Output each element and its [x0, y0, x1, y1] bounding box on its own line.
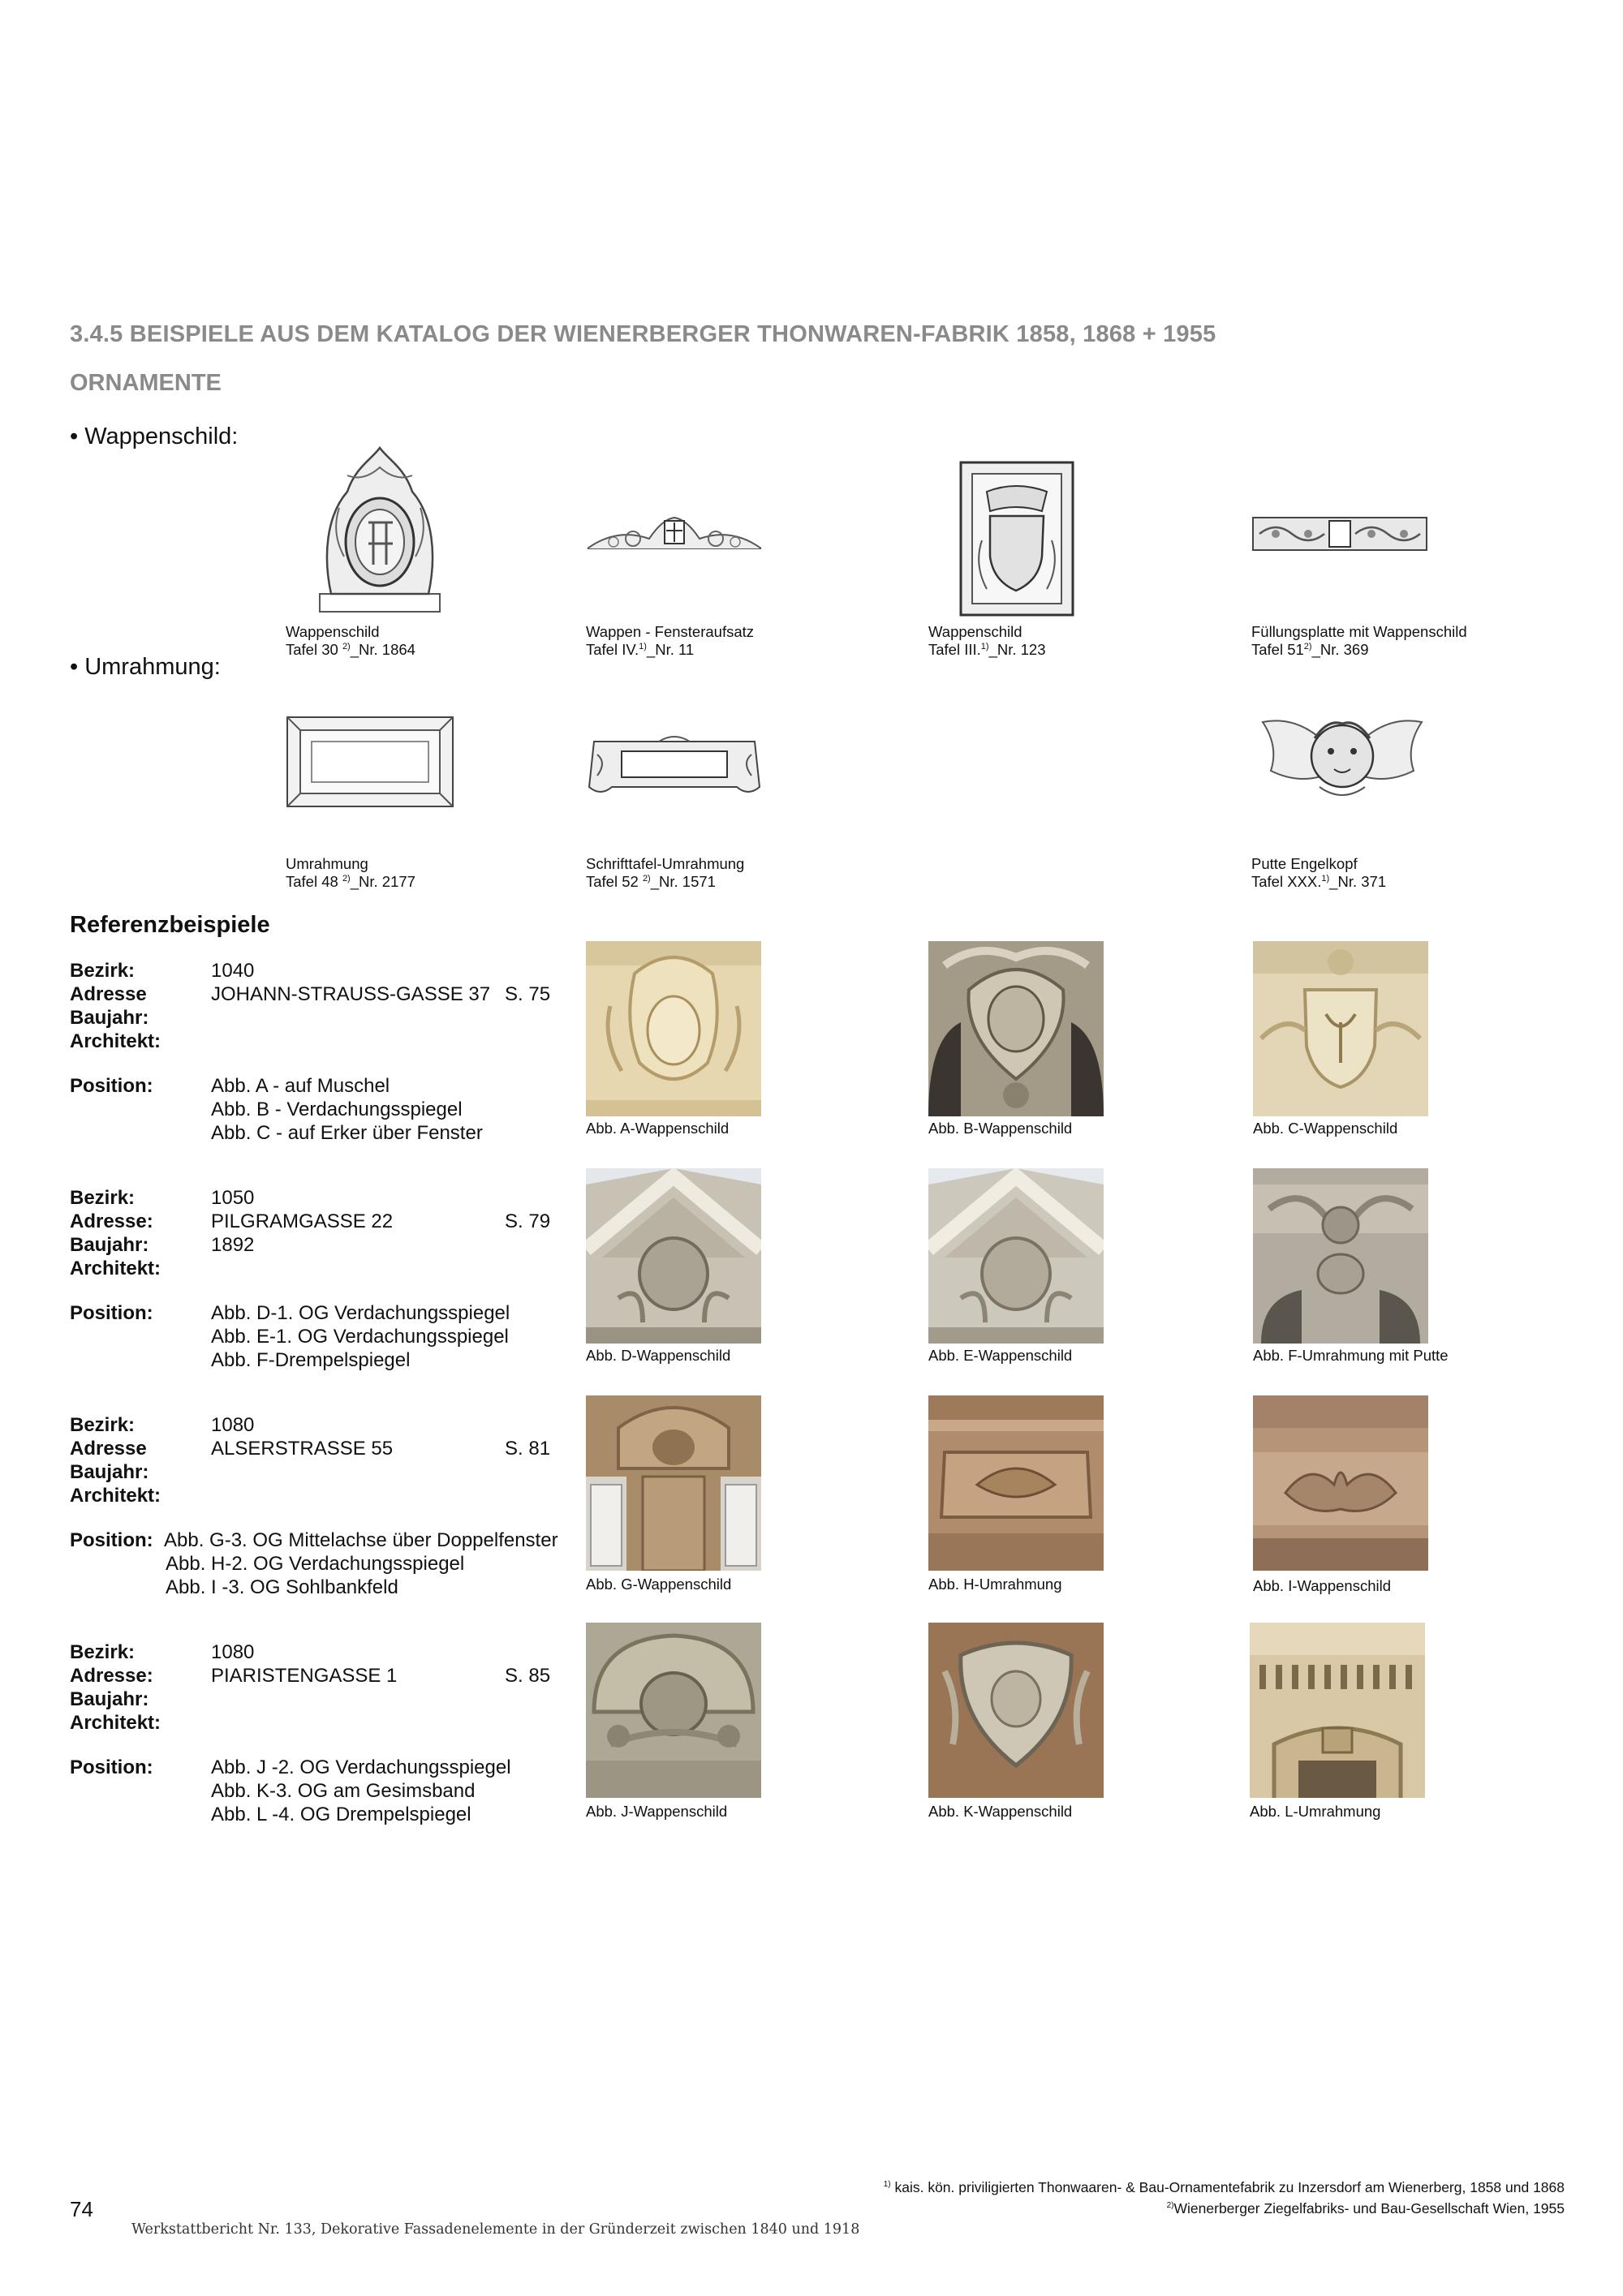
- bullet-wappenschild: • Wappenschild:: [70, 424, 239, 449]
- photo-caption-c: Abb. C-Wappenschild: [1253, 1120, 1398, 1137]
- reference-4-info: Bezirk: 1080 Adresse: PIARISTENGASSE 1 S. 85 Baujahr: Architekt:: [70, 1641, 551, 1734]
- photo-caption-d: Abb. D-Wappenschild: [586, 1347, 731, 1364]
- photo-caption-f: Abb. F-Umrahmung mit Putte: [1253, 1347, 1449, 1364]
- reference-3-info: Bezirk: 1080 Adresse ALSERSTRASSE 55 S. 81 Baujahr: Architekt:: [70, 1414, 551, 1507]
- catalog-caption-1: Wappenschild Tafel 30 $^{2)}$_Nr. 1864: [286, 623, 415, 658]
- photo-abb-h: [928, 1395, 1104, 1571]
- footer-title: Werkstattbericht Nr. 133, Dekorative Fassadenelemente in der Gründerzeit zwischen 1840 und 1918: [131, 2221, 860, 2238]
- photo-caption-g: Abb. G-Wappenschild: [586, 1576, 732, 1593]
- photo-abb-a: [586, 941, 761, 1116]
- photo-abb-b: [928, 941, 1104, 1116]
- catalog-drawing-wappenschild-123: [958, 459, 1076, 618]
- photo-caption-h: Abb. H-Umrahmung: [928, 1576, 1062, 1593]
- catalog-caption-4: Füllungsplatte mit Wappenschild Tafel 51$^{2)}$_Nr. 369: [1251, 623, 1467, 658]
- catalog-caption-5: Umrahmung Tafel 48 $^{2)}$_Nr. 2177: [286, 855, 415, 890]
- photo-caption-a: Abb. A-Wappenschild: [586, 1120, 730, 1137]
- catalog-caption-7: Putte Engelkopf Tafel XXX.$^{1)}$_Nr. 371: [1251, 855, 1387, 890]
- photo-caption-l: Abb. L-Umrahmung: [1250, 1803, 1381, 1820]
- photo-abb-i: [1253, 1395, 1428, 1571]
- footnote-2: $^{2)}$Wienerberger Ziegelfabriks- und Bau-Gesellschaft Wien, 1955: [1166, 2200, 1565, 2216]
- catalog-caption-6: Schrifttafel-Umrahmung Tafel 52 $^{2)}$_Nr. 1571: [586, 855, 745, 890]
- section-subheading: ORNAMENTE: [70, 370, 222, 396]
- page-number: 74: [70, 2197, 93, 2221]
- reference-2-info: Bezirk: 1050 Adresse: PILGRAMGASSE 22 S. 79 Baujahr: 1892 Architekt:: [70, 1187, 551, 1279]
- catalog-drawing-wappenschild-1864: [315, 443, 445, 617]
- photo-abb-e: [928, 1168, 1104, 1344]
- bullet-umrahmung: • Umrahmung:: [70, 654, 221, 680]
- reference-1-info: Bezirk: 1040 Adresse JOHANN-STRAUSS-GASSE 37 S. 75 Baujahr: Architekt:: [70, 960, 551, 1052]
- photo-abb-d: [586, 1168, 761, 1344]
- reference-4-positions: Position: Abb. J -2. OG Verdachungsspiegel Abb. K-3. OG am Gesimsband Abb. L -4. OG Drempelspiegel: [70, 1756, 511, 1825]
- catalog-drawing-fensteraufsatz-11: [584, 503, 764, 557]
- catalog-drawing-fuellungsplatte-369: [1251, 514, 1428, 553]
- catalog-drawing-putte-371: [1255, 698, 1430, 815]
- photo-abb-g: [586, 1395, 761, 1571]
- reference-2-positions: Position: Abb. D-1. OG Verdachungsspiegel Abb. E-1. OG Verdachungsspiegel Abb. F-Drempelspiegel: [70, 1302, 510, 1371]
- reference-3-positions: Position: Abb. G-3. OG Mittelachse über Doppelfenster Abb. H-2. OG Verdachungsspiegel Abb. I -3. OG Sohlbankfeld: [70, 1529, 558, 1598]
- catalog-caption-3: Wappenschild Tafel III.$^{1)}$_Nr. 123: [928, 623, 1046, 658]
- catalog-caption-2: Wappen - Fensteraufsatz Tafel IV.$^{1)}$_Nr. 11: [586, 623, 755, 658]
- photo-caption-i: Abb. I-Wappenschild: [1253, 1577, 1392, 1594]
- footnote-1: $^{1)}$ kais. kön. priviligierten Thonwaaren- & Bau-Ornamentefabrik zu Inzersdorf am Wienerberg, 1858 und 1868: [883, 2179, 1565, 2195]
- section-heading: 3.4.5 BEISPIELE AUS DEM KATALOG DER WIENERBERGER THONWAREN-FABRIK 1858, 1868 + 1955: [70, 321, 1216, 347]
- photo-caption-e: Abb. E-Wappenschild: [928, 1347, 1073, 1364]
- photo-caption-b: Abb. B-Wappenschild: [928, 1120, 1073, 1137]
- reference-1-positions: Position: Abb. A - auf Muschel Abb. B - Verdachungsspiegel Abb. C - auf Erker über Fenster: [70, 1075, 483, 1144]
- photo-caption-j: Abb. J-Wappenschild: [586, 1803, 728, 1820]
- photo-abb-j: [586, 1623, 761, 1798]
- photo-abb-c: [1253, 941, 1428, 1116]
- photo-abb-l: [1250, 1623, 1425, 1798]
- catalog-drawing-umrahmung-2177: [284, 712, 456, 811]
- reference-title: Referenzbeispiele: [70, 912, 270, 938]
- photo-abb-f: [1253, 1168, 1428, 1344]
- photo-caption-k: Abb. K-Wappenschild: [928, 1803, 1073, 1820]
- catalog-drawing-schrifttafel-1571: [586, 730, 763, 800]
- photo-abb-k: [928, 1623, 1104, 1798]
